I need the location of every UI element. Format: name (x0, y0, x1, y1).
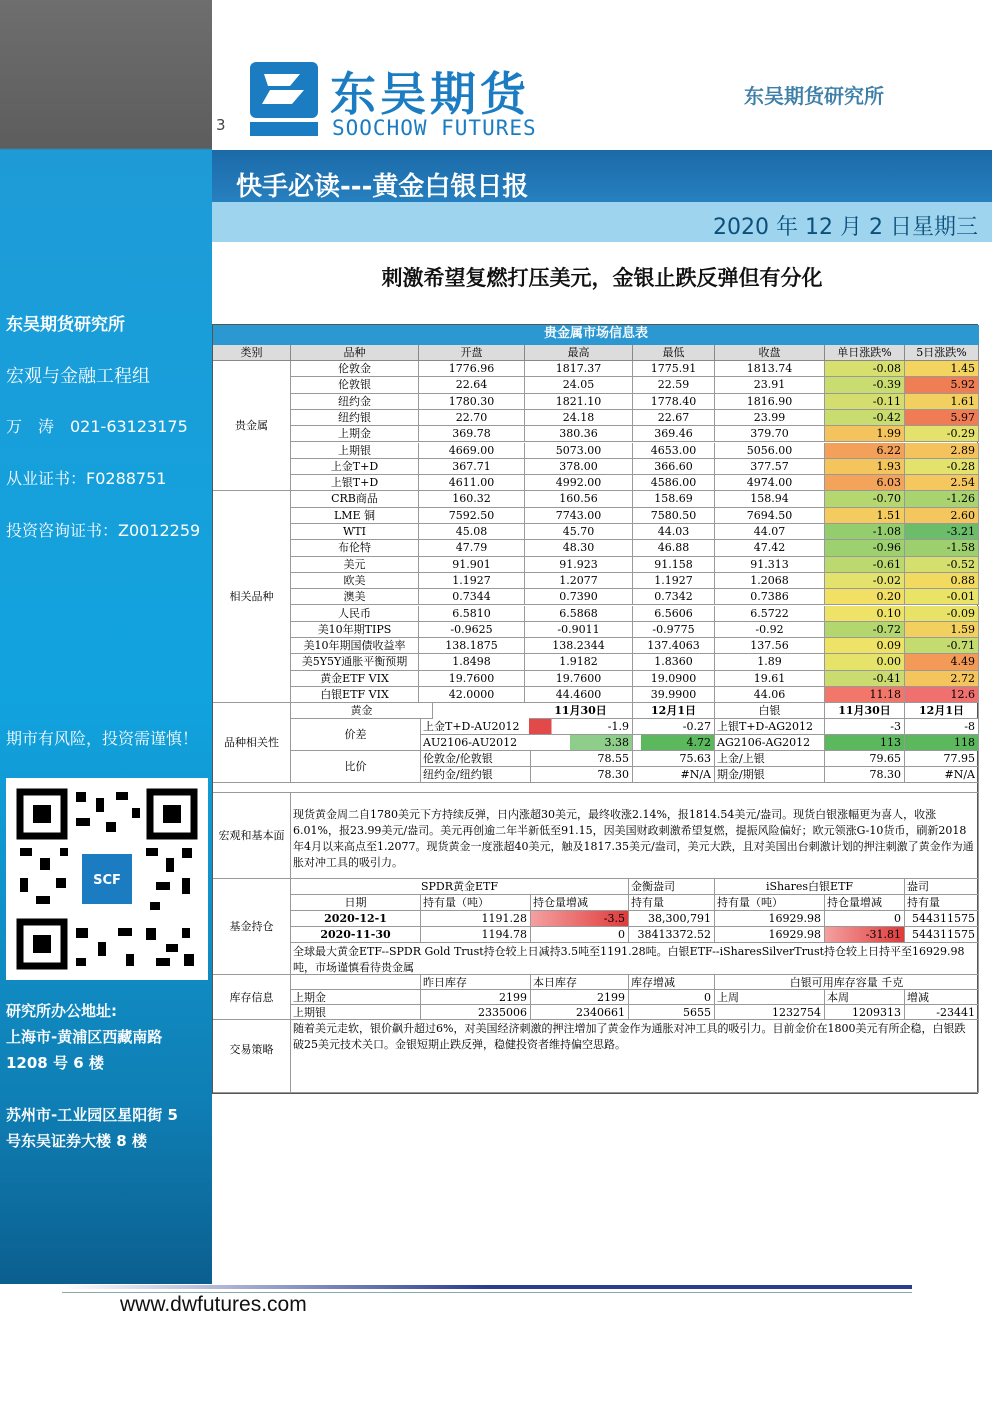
sidebar-license2: 投资咨询证书：Z0012259 (6, 521, 201, 540)
row-open: -0.9625 (419, 622, 525, 638)
row-change-1d: 1.99 (825, 426, 905, 442)
ratio-gold-v2: #N/A (633, 767, 715, 783)
row-low: 7580.50 (633, 508, 715, 524)
etf-hold: 1194.78 (421, 927, 531, 943)
brand-name-en: SOOCHOW FUTURES (332, 116, 537, 140)
row-close: 1816.90 (715, 394, 825, 410)
stock-silver-prev-label: 上周 (715, 990, 825, 1005)
ratio-silver-v1: 79.65 (825, 751, 905, 767)
row-change-1d: 0.00 (825, 654, 905, 670)
row-close: 23.99 (715, 410, 825, 426)
sidebar-analyst: 万 涛 021-63123175 (6, 417, 188, 436)
row-high: 1.2077 (525, 573, 633, 589)
row-high: 6.5868 (525, 606, 633, 622)
row-high: 1.9182 (525, 654, 633, 670)
etf-silver-hold: 16929.98 (715, 927, 825, 943)
row-change-5d: -0.52 (905, 557, 979, 573)
etf-silver-hold: 16929.98 (715, 911, 825, 927)
row-name: 伦敦金 (291, 361, 419, 377)
column-header: 最低 (633, 345, 715, 361)
stock-prev: 2335006 (421, 1005, 531, 1020)
sidebar-risk: 期市有风险，投资需谨慎！ (6, 729, 199, 748)
spread-gold-name: AU2106-AU2012 (421, 735, 531, 751)
row-change-1d: -0.02 (825, 573, 905, 589)
etf-silver-oz: 544311575 (905, 911, 979, 927)
stock-name: 上期银 (291, 1005, 421, 1020)
column-header: 5日涨跌% (905, 345, 979, 361)
corr-date-4: 12月1日 (905, 703, 979, 719)
stock-prev-header: 昨日库存 (421, 975, 531, 990)
row-high: 1817.37 (525, 361, 633, 377)
row-name: 伦敦银 (291, 377, 419, 393)
spread-gold-v1: -1.9 (529, 719, 633, 735)
row-change-5d: 12.6 (905, 687, 979, 703)
row-close: 44.07 (715, 524, 825, 540)
row-change-5d: 2.89 (905, 443, 979, 459)
row-high: 45.70 (525, 524, 633, 540)
row-name: 美5Y5Y通胀平衡预期 (291, 654, 419, 670)
row-change-1d: -0.70 (825, 491, 905, 507)
row-open: 47.79 (419, 540, 525, 556)
row-change-5d: -0.09 (905, 606, 979, 622)
row-close: 4974.00 (715, 475, 825, 491)
etf-gold-oz-header: 金衡盎司 (629, 879, 715, 895)
stock-name: 上期金 (291, 990, 421, 1005)
row-change-1d: -0.61 (825, 557, 905, 573)
row-open: 22.64 (419, 377, 525, 393)
row-open: 1780.30 (419, 394, 525, 410)
header (212, 0, 992, 150)
address-shanghai: 上海市-黄浦区西藏南路 (6, 1028, 163, 1046)
brand-name-cn: 东吴期货 (330, 67, 530, 121)
row-open: 4611.00 (419, 475, 525, 491)
spread-silver-v2: 118 (905, 735, 979, 751)
category-precious-metals: 贵金属 (213, 361, 291, 491)
row-open: 4669.00 (419, 443, 525, 459)
row-low: 4653.00 (633, 443, 715, 459)
etf-hold2-header: 持有量 (629, 895, 715, 911)
row-name: 人民币 (291, 606, 419, 622)
address-suzhou: 苏州市-工业园区星阳街 5 (6, 1106, 178, 1124)
row-open: 45.08 (419, 524, 525, 540)
row-change-5d: -0.28 (905, 459, 979, 475)
row-change-5d: 4.49 (905, 654, 979, 670)
row-change-1d: -0.08 (825, 361, 905, 377)
spread-silver-v1: 113 (825, 735, 905, 751)
etf-oz-header: 盎司 (905, 879, 979, 895)
ratio-silver-v1: 78.30 (825, 767, 905, 783)
row-high: 5073.00 (525, 443, 633, 459)
row-change-5d: 2.72 (905, 671, 979, 687)
row-close: 7694.50 (715, 508, 825, 524)
row-high: 19.7600 (525, 671, 633, 687)
etf-label: 基金持仓 (213, 879, 291, 975)
column-header: 类别 (213, 345, 291, 361)
address-title: 研究所办公地址: (6, 1002, 117, 1020)
row-open: 160.32 (419, 491, 525, 507)
sidebar-license1: 从业证书：F0288751 (6, 469, 167, 488)
row-close: 1.89 (715, 654, 825, 670)
spread-silver-name: AG2106-AG2012 (715, 735, 825, 751)
spread-gold-v1: 3.38 (529, 735, 633, 751)
row-open: 1.8498 (419, 654, 525, 670)
ratio-silver-v2: #N/A (905, 767, 979, 783)
ratio-gold-v1: 78.30 (529, 767, 633, 783)
row-high: -0.9011 (525, 622, 633, 638)
row-change-1d: 0.10 (825, 606, 905, 622)
row-high: 1821.10 (525, 394, 633, 410)
row-change-1d: 6.03 (825, 475, 905, 491)
etf-spdr-header: SPDR黄金ETF (291, 879, 629, 895)
address-suzhou-2: 号东吴证券大楼 8 楼 (6, 1132, 147, 1150)
ratio-silver-name: 上金/上银 (715, 751, 825, 767)
stock-today: 2340661 (531, 1005, 629, 1020)
footer-divider (62, 1285, 912, 1289)
ratio-silver-name: 期金/期银 (715, 767, 825, 783)
row-change-5d: -0.01 (905, 589, 979, 605)
etf-hold3-header: 持有量（吨） (715, 895, 825, 911)
row-name: WTI (291, 524, 419, 540)
row-low: 137.4063 (633, 638, 715, 654)
row-low: 91.158 (633, 557, 715, 573)
row-change-1d: -0.41 (825, 671, 905, 687)
etf-hold: 1191.28 (421, 911, 531, 927)
stock-silver-inc-label: 增减 (905, 990, 979, 1005)
row-close: 5056.00 (715, 443, 825, 459)
etf-hold4-header: 持有量 (905, 895, 979, 911)
row-name: 美10年期TIPS (291, 622, 419, 638)
corr-gold-header: 黄金 (291, 703, 433, 719)
spacer-row (213, 783, 979, 793)
row-open: 1776.96 (419, 361, 525, 377)
spread-gold-name: 上金T+D-AU2012 (421, 719, 531, 735)
row-name: 黄金ETF VIX (291, 671, 419, 687)
row-open: 91.901 (419, 557, 525, 573)
row-change-5d: -3.21 (905, 524, 979, 540)
stock-prev: 2199 (421, 990, 531, 1005)
row-change-1d: -1.08 (825, 524, 905, 540)
row-close: 19.61 (715, 671, 825, 687)
ratio-silver-v2: 77.95 (905, 751, 979, 767)
row-change-1d: 1.93 (825, 459, 905, 475)
stock-today: 2199 (531, 990, 629, 1005)
row-open: 22.70 (419, 410, 525, 426)
etf-silver-chg: 0 (825, 911, 905, 927)
etf-text: 全球最大黄金ETF--SPDR Gold Trust持仓较上日减持3.5吨至1191.28吨。白银ETF--iSharesSilverTrust持仓较上日持平至16929.98吨，市场谨慎看待贵金属 (291, 943, 979, 975)
spread-silver-name: 上银T+D-AG2012 (715, 719, 825, 735)
etf-chg-header: 持仓量增减 (531, 895, 629, 911)
corr-silver-header: 白银 (715, 703, 825, 719)
strategy-text: 随着美元走软，银价飙升超过6%，对美国经济刺激的押注增加了黄金作为通胀对冲工具的吸引力。目前金价在1800美元有所企稳，白银跌破25美元技术关口。金银短期止跌反弹，稳健投资者维持偏空思路。 (291, 1020, 979, 1093)
row-change-5d: 1.59 (905, 622, 979, 638)
etf-hold-header: 持有量（吨） (421, 895, 531, 911)
column-header: 最高 (525, 345, 633, 361)
column-header: 品种 (291, 345, 419, 361)
stock-silver-week-label: 本周 (825, 990, 905, 1005)
row-low: 6.5606 (633, 606, 715, 622)
row-change-1d: -0.72 (825, 622, 905, 638)
row-change-5d: 0.88 (905, 573, 979, 589)
etf-chg: 0 (531, 927, 629, 943)
ratio-gold-name: 伦敦金/伦敦银 (421, 751, 531, 767)
stock-today-header: 本日库存 (531, 975, 629, 990)
row-change-5d: 2.60 (905, 508, 979, 524)
stock-chg: 0 (629, 990, 715, 1005)
row-close: 44.06 (715, 687, 825, 703)
row-name: 纽约金 (291, 394, 419, 410)
row-high: 160.56 (525, 491, 633, 507)
row-low: 4586.00 (633, 475, 715, 491)
row-low: -0.9775 (633, 622, 715, 638)
column-header: 单日涨跌% (825, 345, 905, 361)
row-high: 378.00 (525, 459, 633, 475)
sidebar-group: 宏观与金融工程组 (6, 366, 150, 387)
row-open: 0.7344 (419, 589, 525, 605)
row-name: 上银T+D (291, 475, 419, 491)
market-info-table (212, 324, 978, 1094)
report-title: 快手必读---黄金白银日报 (236, 172, 529, 202)
row-close: -0.92 (715, 622, 825, 638)
row-close: 379.70 (715, 426, 825, 442)
row-low: 19.0900 (633, 671, 715, 687)
etf-ishares-header: iShares白银ETF (715, 879, 905, 895)
row-close: 1.2068 (715, 573, 825, 589)
ratio-gold-v1: 78.55 (529, 751, 633, 767)
row-close: 158.94 (715, 491, 825, 507)
category-correlation: 品种相关性 (213, 703, 291, 783)
stock-silver-prev: 1232754 (715, 1005, 825, 1020)
row-low: 369.46 (633, 426, 715, 442)
qr-code-icon (6, 778, 208, 980)
row-open: 1.1927 (419, 573, 525, 589)
row-change-5d: 5.92 (905, 377, 979, 393)
row-name: 欧美 (291, 573, 419, 589)
row-close: 1813.74 (715, 361, 825, 377)
row-open: 138.1875 (419, 638, 525, 654)
stock-silver-header: 白银可用库存容量 千克 (715, 975, 979, 990)
stock-chg-header: 库存增减 (629, 975, 715, 990)
spread-label: 价差 (291, 719, 421, 751)
ratio-gold-v2: 75.63 (633, 751, 715, 767)
row-high: 91.923 (525, 557, 633, 573)
row-name: 上金T+D (291, 459, 419, 475)
row-change-1d: -0.96 (825, 540, 905, 556)
row-change-1d: -0.42 (825, 410, 905, 426)
row-high: 4992.00 (525, 475, 633, 491)
row-change-1d: 0.09 (825, 638, 905, 654)
row-open: 369.78 (419, 426, 525, 442)
spread-silver-v1: -3 (825, 719, 905, 735)
strategy-label: 交易策略 (213, 1020, 291, 1093)
etf-date: 2020-11-30 (291, 927, 421, 943)
row-high: 24.18 (525, 410, 633, 426)
spread-gold-v2: 4.72 (633, 735, 715, 751)
row-low: 1775.91 (633, 361, 715, 377)
row-close: 23.91 (715, 377, 825, 393)
row-change-5d: -0.71 (905, 638, 979, 654)
row-low: 1.1927 (633, 573, 715, 589)
etf-silver-chg: -31.81 (825, 927, 905, 943)
row-change-5d: -0.29 (905, 426, 979, 442)
row-change-5d: -1.26 (905, 491, 979, 507)
row-change-5d: 1.61 (905, 394, 979, 410)
row-change-5d: -1.58 (905, 540, 979, 556)
etf-chg: -3.5 (531, 911, 629, 927)
stock-blank (291, 975, 421, 990)
website-link[interactable]: www.dwfutures.com (120, 1293, 307, 1316)
row-name: LME 铜 (291, 508, 419, 524)
row-open: 42.0000 (419, 687, 525, 703)
etf-date-header: 日期 (291, 895, 421, 911)
row-change-1d: 1.51 (825, 508, 905, 524)
headline: 刺激希望复燃打压美元，金银止跌反弹但有分化 (381, 266, 823, 290)
page-number: 3 (216, 116, 226, 134)
row-low: 366.60 (633, 459, 715, 475)
row-change-5d: 1.45 (905, 361, 979, 377)
etf-silver-oz: 544311575 (905, 927, 979, 943)
corr-date-3: 11月30日 (825, 703, 905, 719)
row-low: 22.67 (633, 410, 715, 426)
table-title: 贵金属市场信息表 (213, 325, 979, 345)
spread-silver-v2: -8 (905, 719, 979, 735)
row-close: 91.313 (715, 557, 825, 573)
row-name: 澳美 (291, 589, 419, 605)
row-low: 1778.40 (633, 394, 715, 410)
etf-oz: 38,300,791 (629, 911, 715, 927)
row-change-5d: 5.97 (905, 410, 979, 426)
macro-text: 现货黄金周二自1780美元下方持续反弹，日内涨超30美元，最终收涨2.14%，报1814.54美元/盎司。现货白银涨幅更为喜人，收涨6.01%，报23.99美元/盎司。美元再创逾二年半新低至91.15，因美国财政刺激希望复燃，提振风险偏好；欧元领涨G-10货币，刷新2018年4月以来高点至1.2077。现货黄金一度涨超40美元，触及1817.35美元/盎司，美元大跌，且对美国出台刺激计划的押注刺激了黄金作为通胀对冲工具的吸引力。 (291, 793, 979, 879)
row-name: 上期银 (291, 443, 419, 459)
row-high: 7743.00 (525, 508, 633, 524)
row-low: 39.9900 (633, 687, 715, 703)
row-low: 1.8360 (633, 654, 715, 670)
row-change-1d: -0.39 (825, 377, 905, 393)
row-name: 美元 (291, 557, 419, 573)
etf-oz: 38413372.52 (629, 927, 715, 943)
etf-date: 2020-12-1 (291, 911, 421, 927)
category-related: 相关品种 (213, 491, 291, 703)
row-open: 6.5810 (419, 606, 525, 622)
ratio-gold-name: 纽约金/纽约银 (421, 767, 531, 783)
row-change-1d: -0.11 (825, 394, 905, 410)
row-open: 7592.50 (419, 508, 525, 524)
row-low: 22.59 (633, 377, 715, 393)
scf-logo-icon (248, 60, 322, 142)
row-high: 44.4600 (525, 687, 633, 703)
row-name: 上期金 (291, 426, 419, 442)
row-close: 377.57 (715, 459, 825, 475)
row-high: 138.2344 (525, 638, 633, 654)
institute-header: 东吴期货研究所 (744, 84, 884, 108)
row-name: 美10年期国债收益率 (291, 638, 419, 654)
sidebar (0, 0, 212, 1284)
column-header: 开盘 (419, 345, 525, 361)
ratio-label: 比价 (291, 751, 421, 783)
sidebar-institute: 东吴期货研究所 (6, 315, 125, 335)
row-name: 布伦特 (291, 540, 419, 556)
row-low: 0.7342 (633, 589, 715, 605)
row-name: 纽约银 (291, 410, 419, 426)
row-open: 367.71 (419, 459, 525, 475)
spread-gold-v2: -0.27 (633, 719, 715, 735)
column-header: 收盘 (715, 345, 825, 361)
row-close: 47.42 (715, 540, 825, 556)
row-name: CRB商品 (291, 491, 419, 507)
row-open: 19.7600 (419, 671, 525, 687)
row-close: 0.7386 (715, 589, 825, 605)
report-date: 2020 年 12 月 2 日星期三 (713, 215, 978, 240)
corr-date-2: 12月1日 (633, 703, 715, 719)
row-low: 46.88 (633, 540, 715, 556)
row-change-1d: 0.20 (825, 589, 905, 605)
address-shanghai-2: 1208 号 6 楼 (6, 1054, 104, 1072)
stock-label: 库存信息 (213, 975, 291, 1020)
row-high: 48.30 (525, 540, 633, 556)
svg-text:SCF: SCF (93, 873, 121, 888)
stock-silver-week: 1209313 (825, 1005, 905, 1020)
row-change-5d: 2.54 (905, 475, 979, 491)
row-close: 137.56 (715, 638, 825, 654)
stock-chg: 5655 (629, 1005, 715, 1020)
etf-chg2-header: 持仓量增减 (825, 895, 905, 911)
row-high: 24.05 (525, 377, 633, 393)
row-low: 158.69 (633, 491, 715, 507)
row-close: 6.5722 (715, 606, 825, 622)
row-low: 44.03 (633, 524, 715, 540)
row-change-1d: 11.18 (825, 687, 905, 703)
row-change-1d: 6.22 (825, 443, 905, 459)
row-high: 380.36 (525, 426, 633, 442)
stock-silver-inc: -23441 (905, 1005, 979, 1020)
row-name: 白银ETF VIX (291, 687, 419, 703)
row-high: 0.7390 (525, 589, 633, 605)
macro-label: 宏观和基本面 (213, 793, 291, 879)
corr-date-1: 11月30日 (529, 703, 633, 719)
